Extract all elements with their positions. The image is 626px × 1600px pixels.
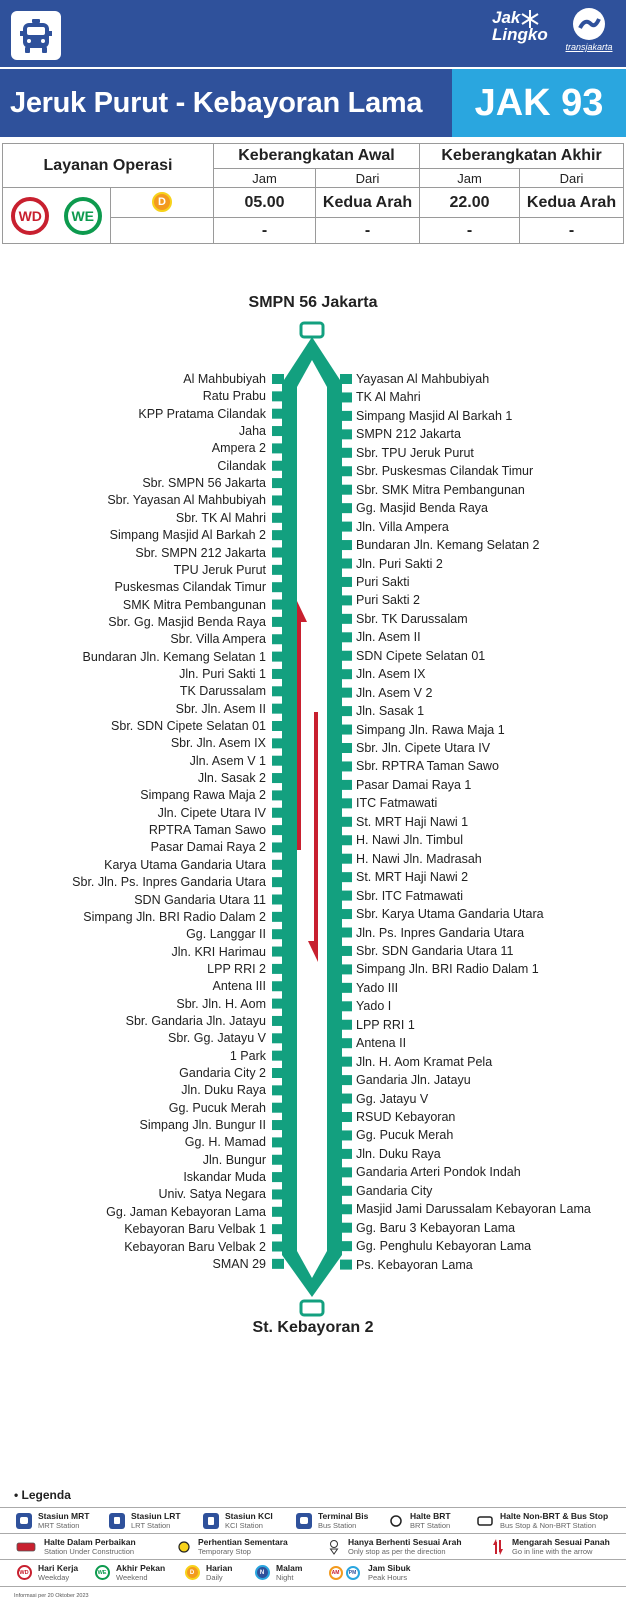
info-date: Informasi per 20 Oktober 2023 <box>14 1593 89 1599</box>
stop-left: Sbr. TK Al Mahri <box>175 510 266 525</box>
stop-left: Sbr. Gg. Masjid Benda Raya <box>108 614 266 629</box>
stop-left: Antena III <box>212 979 266 994</box>
stop-right: ITC Fatmawati <box>356 796 438 811</box>
service-label: Layanan Operasi <box>3 144 214 188</box>
stop-right: Yado I <box>356 999 392 1014</box>
legend-item-kci: Stasiun KCI KCI Station <box>203 1511 273 1530</box>
stop-left: Sbr. Jln. Ps. Inpres Gandaria Utara <box>72 875 266 890</box>
legend-item-directional-stop: Hanya Berhenti Sesuai Arah Only stop as per the direction <box>326 1537 462 1556</box>
stop-right: Bundaran Jln. Kemang Selatan 2 <box>356 538 540 553</box>
legend-item-bus-terminal: Terminal Bis Bus Station <box>296 1511 368 1530</box>
legend-item-non-brt: Halte Non-BRT & Bus Stop Bus Stop & Non-BRT Station <box>476 1511 608 1530</box>
last-departure-header: Keberangkatan Akhir <box>420 144 624 169</box>
stop-left: LPP RRI 2 <box>207 961 266 976</box>
stop-left: Jln. Puri Sakti 1 <box>179 666 266 681</box>
weekend-badge: WE <box>64 197 102 235</box>
stop-left: SDN Gandaria Utara 11 <box>134 892 266 907</box>
stop-left: Sbr. Villa Ampera <box>170 632 266 647</box>
stop-left: Karya Utama Gandaria Utara <box>104 857 266 872</box>
end-terminus: St. Kebayoran 2 <box>252 1319 374 1336</box>
stop-right: Antena II <box>356 1036 407 1051</box>
stop-left: Simpang Jln. BRI Radio Dalam 2 <box>83 909 266 924</box>
stop-right: Sbr. Karya Utama Gandaria Utara <box>356 907 544 922</box>
legend-title-text: Legenda <box>21 1488 71 1502</box>
stop-left: TPU Jeruk Purut <box>173 562 266 577</box>
legend-divider <box>0 1559 626 1560</box>
stop-left: Pasar Damai Raya 2 <box>150 840 266 855</box>
stop-right: SDN Cipete Selatan 01 <box>356 648 486 663</box>
stop-right: Simpang Jln. Rawa Maja 1 <box>356 722 505 737</box>
stop-left: Jln. Cipete Utara IV <box>157 805 266 820</box>
stop-left: Gg. Pucuk Merah <box>168 1100 266 1115</box>
jaklingko-logo-line2: Lingko <box>492 25 548 44</box>
stop-right: Puri Sakti 2 <box>356 593 420 608</box>
stop-left: Sbr. Jln. Asem II <box>175 701 266 716</box>
stop-left: Jln. Duku Raya <box>181 1083 266 1098</box>
route-name: Jeruk Purut - Kebayoran Lama <box>0 69 452 137</box>
first-from-value-2: - <box>316 218 420 244</box>
stop-right: Sbr. Puskesmas Cilandak Timur <box>356 464 534 479</box>
legend-title: • Legenda <box>14 1488 71 1502</box>
legend-item-lrt: Stasiun LRT LRT Station <box>109 1511 181 1530</box>
stop-right: Gandaria City <box>356 1183 433 1198</box>
stop-left: Simpang Jln. Bungur II <box>139 1118 266 1133</box>
last-from-col: Dari <box>520 169 624 188</box>
daily-badge: D <box>152 192 172 212</box>
lrt-icon <box>109 1513 125 1529</box>
stop-left: Jln. Asem V 1 <box>189 753 266 768</box>
stop-right: Gg. Baru 3 Kebayoran Lama <box>356 1220 516 1235</box>
last-from-value-2: - <box>520 218 624 244</box>
stop-right: Sbr. SDN Gandaria Utara 11 <box>356 943 514 958</box>
stop-right: Gg. Masjid Benda Raya <box>356 501 489 516</box>
stop-left: Gandaria City 2 <box>179 1066 266 1080</box>
stop-left: Gg. H. Mamad <box>184 1135 266 1150</box>
stop-right: Jln. Puri Sakti 2 <box>356 556 443 571</box>
mrt-icon <box>16 1513 32 1529</box>
stop-right: LPP RRI 1 <box>356 1017 415 1032</box>
stop-left: Ratu Prabu <box>202 389 266 404</box>
stop-left: Jln. KRI Harimau <box>171 944 266 959</box>
stop-right: Sbr. SMK Mitra Pembangunan <box>356 482 525 497</box>
stop-right: Sbr. TPU Jeruk Purut <box>356 445 474 460</box>
stop-right: Yado III <box>356 980 399 995</box>
legend-item-direction-arrows: Mengarah Sesuai Panah Go in line with the arrow <box>490 1537 610 1556</box>
stop-right: Ps. Kebayoran Lama <box>356 1257 473 1272</box>
legend-item-brt: Halte BRT BRT Station <box>388 1511 451 1530</box>
stop-left: Gg. Langgar II <box>186 927 266 942</box>
stop-left: Sbr. Jln. Asem IX <box>170 736 266 751</box>
brt-stop-icon <box>301 1301 323 1315</box>
stop-left: SMAN 29 <box>212 1256 266 1271</box>
stop-right: Jln. Asem IX <box>356 667 426 682</box>
stop-left: Jln. Bungur <box>202 1152 266 1167</box>
stop-left: KPP Pratama Cilandak <box>138 406 266 421</box>
stop-left: Cilandak <box>217 458 266 473</box>
stop-right: Jln. Villa Ampera <box>356 519 449 534</box>
transjakarta-wordmark: transjakarta <box>565 42 613 52</box>
legend-item-night: N Malam Night <box>254 1563 302 1582</box>
direction-arrows-icon <box>490 1539 506 1555</box>
non-brt-stop-icon <box>476 1513 494 1529</box>
stop-right: Yayasan Al Mahbubiyah <box>356 372 490 386</box>
stop-left: Sbr. Gg. Jatayu V <box>168 1031 266 1046</box>
stop-left: Al Mahbubiyah <box>183 372 266 386</box>
stop-left: Gg. Jaman Kebayoran Lama <box>106 1204 266 1219</box>
stop-right: Sbr. ITC Fatmawati <box>356 888 463 903</box>
stop-left: Sbr. SMPN 212 Jakarta <box>135 545 266 560</box>
legend-divider <box>0 1533 626 1534</box>
stop-right: Jln. Asem V 2 <box>356 685 433 700</box>
first-departure-header: Keberangkatan Awal <box>214 144 420 169</box>
stop-left: Puskesmas Cilandak Timur <box>114 580 266 595</box>
stop-right: TK Al Mahri <box>356 390 421 405</box>
stop-left: Kebayoran Baru Velbak 2 <box>124 1239 266 1254</box>
stop-left: Simpang Masjid Al Barkah 2 <box>109 528 266 543</box>
stop-right: Gandaria Jln. Jatayu <box>356 1073 471 1088</box>
legend-item-mrt: Stasiun MRT MRT Station <box>16 1511 89 1530</box>
stop-right: Gg. Pucuk Merah <box>356 1128 454 1143</box>
weekend-icon: WE <box>94 1565 110 1581</box>
stop-left: Sbr. Gandaria Jln. Jatayu <box>125 1013 266 1028</box>
stop-left: Univ. Satya Negara <box>158 1187 266 1202</box>
stop-left: Jaha <box>238 424 266 439</box>
stop-left: Iskandar Muda <box>183 1170 266 1185</box>
stop-right: Masjid Jami Darussalam Kebayoran Lama <box>356 1202 591 1217</box>
stop-left: Bundaran Jln. Kemang Selatan 1 <box>82 649 266 664</box>
weekday-badge: WD <box>11 197 49 235</box>
legend-item-temporary-stop: Perhentian Sementara Temporary Stop <box>176 1537 288 1556</box>
first-from-col: Dari <box>316 169 420 188</box>
stop-right: Jln. H. Aom Kramat Pela <box>356 1054 493 1069</box>
first-time-value: 05.00 <box>214 188 316 218</box>
legend-item-daily: D Harian Daily <box>184 1563 232 1582</box>
stop-left: Sbr. SDN Cipete Selatan 01 <box>111 719 266 733</box>
stop-left: RPTRA Taman Sawo <box>148 823 266 838</box>
peak-hours-icon: AM PM <box>326 1565 362 1581</box>
kci-icon <box>203 1513 219 1529</box>
stop-right: Jln. Sasak 1 <box>356 704 425 719</box>
stop-left: 1 Park <box>229 1048 266 1063</box>
stop-right: Sbr. RPTRA Taman Sawo <box>356 759 499 774</box>
legend-item-weekend: WE Akhir Pekan Weekend <box>94 1563 165 1582</box>
stop-right: Gg. Jatayu V <box>356 1091 429 1106</box>
legend-item-weekday: WD Hari Kerja Weekday <box>16 1563 78 1582</box>
stop-right: H. Nawi Jln. Madrasah <box>356 851 482 866</box>
stop-right: SMPN 212 Jakarta <box>356 427 461 442</box>
bus-terminal-icon <box>296 1513 312 1529</box>
route-code: JAK 93 <box>452 69 626 137</box>
under-construction-icon <box>16 1539 36 1555</box>
last-time-value: 22.00 <box>420 188 520 218</box>
brt-stop-icon <box>388 1513 404 1529</box>
stop-right: RSUD Kebayoran <box>356 1110 456 1124</box>
stop-right: St. MRT Haji Nawi 1 <box>356 814 469 829</box>
stop-left: TK Darussalam <box>179 684 266 699</box>
start-terminus: SMPN 56 Jakarta <box>248 294 378 311</box>
stop-left: Kebayoran Baru Velbak 1 <box>124 1222 266 1237</box>
first-time-col: Jam <box>214 169 316 188</box>
stop-right: Gandaria Arteri Pondok Indah <box>356 1165 521 1180</box>
stop-right: Sbr. Jln. Cipete Utara IV <box>356 741 491 755</box>
stop-right: Gg. Penghulu Kebayoran Lama <box>356 1239 532 1254</box>
last-time-col: Jam <box>420 169 520 188</box>
legend-item-under-construction: Halte Dalam Perbaikan Station Under Construction <box>16 1537 136 1556</box>
directional-stop-icon <box>326 1539 342 1555</box>
stop-left: Jln. Sasak 2 <box>197 771 266 786</box>
stop-right: Jln. Duku Raya <box>356 1146 441 1161</box>
last-time-value-2: - <box>420 218 520 244</box>
night-icon: N <box>254 1565 270 1581</box>
first-time-value-2: - <box>214 218 316 244</box>
stop-left: Sbr. SMPN 56 Jakarta <box>142 476 266 491</box>
first-from-value: Kedua Arah <box>316 188 420 218</box>
stop-left: Ampera 2 <box>211 441 266 456</box>
stop-right: Jln. Ps. Inpres Gandaria Utara <box>356 925 525 940</box>
stop-right: Puri Sakti <box>356 574 410 589</box>
stop-left: Sbr. Jln. H. Aom <box>176 996 266 1011</box>
stop-right: Simpang Jln. BRI Radio Dalam 1 <box>356 962 539 977</box>
stop-right: H. Nawi Jln. Timbul <box>356 833 463 848</box>
jaklingko-logo-line1: Jak <box>492 8 521 27</box>
legend-divider <box>0 1586 626 1587</box>
stop-left: Simpang Rawa Maja 2 <box>140 788 266 803</box>
stop-right: St. MRT Haji Nawi 2 <box>356 870 469 885</box>
stop-right: Sbr. TK Darussalam <box>356 611 468 626</box>
legend-divider <box>0 1507 626 1508</box>
stop-right: Jln. Asem II <box>356 630 421 645</box>
daily-icon: D <box>184 1565 200 1581</box>
stop-left: SMK Mitra Pembangunan <box>122 597 266 612</box>
temporary-stop-icon <box>176 1539 192 1555</box>
weekday-icon: WD <box>16 1565 32 1581</box>
last-from-value: Kedua Arah <box>520 188 624 218</box>
stop-right: Simpang Masjid Al Barkah 1 <box>356 408 513 423</box>
legend-item-peak-hours: AM PM Jam Sibuk Peak Hours <box>326 1563 411 1582</box>
stop-right: Pasar Damai Raya 1 <box>356 777 472 792</box>
brt-stop-icon <box>301 323 323 337</box>
stop-left: Sbr. Yayasan Al Mahbubiyah <box>107 493 266 508</box>
